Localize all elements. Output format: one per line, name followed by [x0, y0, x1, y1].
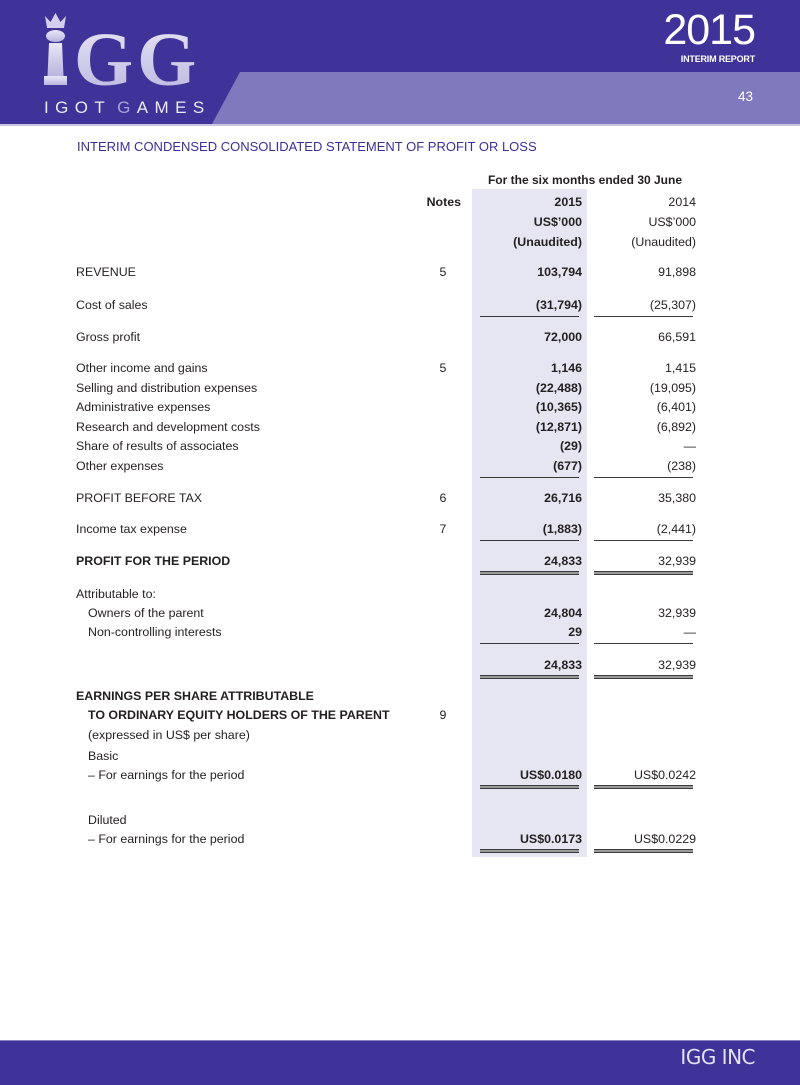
- value-2014: 91,898: [658, 265, 696, 279]
- notes-header: Notes: [426, 195, 461, 209]
- total-double-rule: [480, 849, 579, 853]
- value-2014: (6,892): [656, 420, 696, 434]
- footer-company-name: IGG INC: [680, 1045, 755, 1069]
- unit-header-row: [0, 214, 800, 230]
- row-label: Other expenses: [76, 459, 164, 473]
- value-2015: 24,804: [544, 606, 582, 620]
- table-row-owners-of-parent: [0, 605, 800, 621]
- table-row-diluted-eps: [0, 831, 800, 847]
- value-2014: 35,380: [658, 491, 696, 505]
- subtotal-rule: [594, 643, 693, 644]
- row-note: 6: [439, 491, 447, 505]
- value-2014: US$0.0229: [633, 832, 696, 846]
- table-row-basic-eps: [0, 767, 800, 783]
- table-row-cost-of-sales: [0, 297, 800, 313]
- tagline-part-1: IGOT: [44, 98, 112, 117]
- row-label: Diluted: [88, 813, 127, 827]
- value-2015: US$0.0180: [519, 768, 582, 782]
- table-row-admin-expenses: [0, 399, 800, 415]
- subtotal-rule: [594, 540, 693, 541]
- table-row-profit-for-period: [0, 553, 800, 569]
- value-2015: (677): [553, 459, 582, 473]
- header-divider: [0, 124, 800, 126]
- value-2015: 24,833: [544, 658, 582, 672]
- logo-letters: GG: [74, 18, 201, 94]
- table-row-rnd-costs: [0, 419, 800, 435]
- value-2014: US$0.0242: [633, 768, 696, 782]
- row-label: TO ORDINARY EQUITY HOLDERS OF THE PARENT: [88, 708, 390, 722]
- row-label: Gross profit: [76, 330, 141, 344]
- value-2015: 1,146: [550, 361, 582, 375]
- value-2015: US$0.0173: [519, 832, 582, 846]
- table-row-other-income: [0, 360, 800, 376]
- row-note: 7: [439, 522, 447, 536]
- table-row-attributable-to: [0, 586, 800, 602]
- audit-header-row: [0, 234, 800, 250]
- report-year: 2015: [663, 6, 755, 54]
- table-row-non-controlling: [0, 624, 800, 640]
- value-2014: 32,939: [658, 606, 696, 620]
- value-2014: 32,939: [658, 658, 696, 672]
- row-note: 9: [439, 708, 447, 722]
- value-2014: (25,307): [649, 298, 696, 312]
- table-row-gross-profit: [0, 329, 800, 345]
- row-label: Other income and gains: [76, 361, 208, 375]
- table-row-eps-unit: [0, 727, 800, 743]
- value-2014: 66,591: [658, 330, 696, 344]
- value-2014: (19,095): [649, 381, 696, 395]
- table-row-attributable-total: [0, 657, 800, 673]
- total-double-rule: [594, 675, 693, 679]
- total-double-rule: [480, 675, 579, 679]
- svg-text:GG: [74, 18, 200, 94]
- table-row-share-of-associates: [0, 438, 800, 454]
- value-2014: (238): [667, 459, 696, 473]
- row-label: EARNINGS PER SHARE ATTRIBUTABLE: [76, 689, 314, 703]
- report-type: INTERIM REPORT: [680, 54, 755, 64]
- page-number: 43: [737, 89, 753, 104]
- table-row-selling-expenses: [0, 380, 800, 396]
- subtotal-rule: [480, 477, 579, 478]
- row-label: (expressed in US$ per share): [88, 728, 250, 742]
- value-2015: 72,000: [544, 330, 582, 344]
- value-2015: (22,488): [535, 381, 582, 395]
- value-2014: 1,415: [664, 361, 696, 375]
- audit-status-2014: (Unaudited): [631, 235, 696, 249]
- total-double-rule: [594, 785, 693, 789]
- subtotal-rule: [594, 316, 693, 317]
- row-label: PROFIT BEFORE TAX: [76, 491, 202, 505]
- total-double-rule: [480, 571, 579, 575]
- row-label: – For earnings for the period: [88, 768, 245, 782]
- value-2015: (1,883): [542, 522, 582, 536]
- audit-status-2015: (Unaudited): [513, 235, 582, 249]
- row-label: Income tax expense: [76, 522, 187, 536]
- row-label: Research and development costs: [76, 420, 260, 434]
- year-2015-header: 2015: [554, 195, 582, 209]
- igg-logo: [40, 8, 210, 94]
- subtotal-rule: [480, 316, 579, 317]
- value-2015: 29: [568, 625, 582, 639]
- tagline-part-2: AMES: [136, 98, 211, 117]
- row-label: Basic: [88, 749, 119, 763]
- table-row-other-expenses: [0, 458, 800, 474]
- total-double-rule: [594, 849, 693, 853]
- tagline-g: G: [117, 98, 137, 117]
- row-label: Selling and distribution expenses: [76, 381, 258, 395]
- row-label: Non-controlling interests: [88, 625, 222, 639]
- value-2014: (2,441): [656, 522, 696, 536]
- row-label: Cost of sales: [76, 298, 148, 312]
- value-2015: 24,833: [544, 554, 582, 568]
- table-row-diluted: [0, 812, 800, 828]
- total-double-rule: [594, 571, 693, 575]
- table-row-basic: [0, 748, 800, 764]
- subtotal-rule: [480, 540, 579, 541]
- subtotal-rule: [480, 643, 579, 644]
- value-2015: 103,794: [537, 265, 582, 279]
- table-row-profit-before-tax: [0, 490, 800, 506]
- table-row-income-tax: [0, 521, 800, 537]
- value-2015: (31,794): [535, 298, 582, 312]
- crown-icon: [45, 13, 66, 28]
- table-row-revenue: [0, 264, 800, 280]
- period-header: For the six months ended 30 June: [487, 173, 683, 187]
- logo-tagline: [44, 99, 211, 117]
- column-header-row: [0, 194, 800, 210]
- value-2015: 26,716: [544, 491, 582, 505]
- value-2015: (29): [559, 439, 582, 453]
- row-label: REVENUE: [76, 265, 136, 279]
- value-2014: —: [683, 625, 696, 639]
- row-note: 5: [439, 265, 447, 279]
- row-label: PROFIT FOR THE PERIOD: [76, 554, 231, 568]
- value-2015: (12,871): [535, 420, 582, 434]
- unit-2015: US$’000: [533, 215, 582, 229]
- year-2014-header: 2014: [668, 195, 696, 209]
- value-2014: —: [683, 439, 696, 453]
- value-2014: 32,939: [658, 554, 696, 568]
- table-row-eps-heading: [0, 688, 800, 704]
- row-label: Owners of the parent: [88, 606, 204, 620]
- statement-title: INTERIM CONDENSED CONSOLIDATED STATEMENT OF PROFIT OR LOSS: [77, 139, 537, 154]
- row-label: Share of results of associates: [76, 439, 239, 453]
- table-row-eps-heading-2: [0, 707, 800, 723]
- subtotal-rule: [594, 477, 693, 478]
- total-double-rule: [480, 785, 579, 789]
- row-label: Attributable to:: [76, 587, 156, 601]
- value-2014: (6,401): [656, 400, 696, 414]
- value-2015: (10,365): [535, 400, 582, 414]
- row-label: Administrative expenses: [76, 400, 211, 414]
- unit-2014: US$’000: [648, 215, 696, 229]
- row-note: 5: [439, 361, 447, 375]
- row-label: – For earnings for the period: [88, 832, 245, 846]
